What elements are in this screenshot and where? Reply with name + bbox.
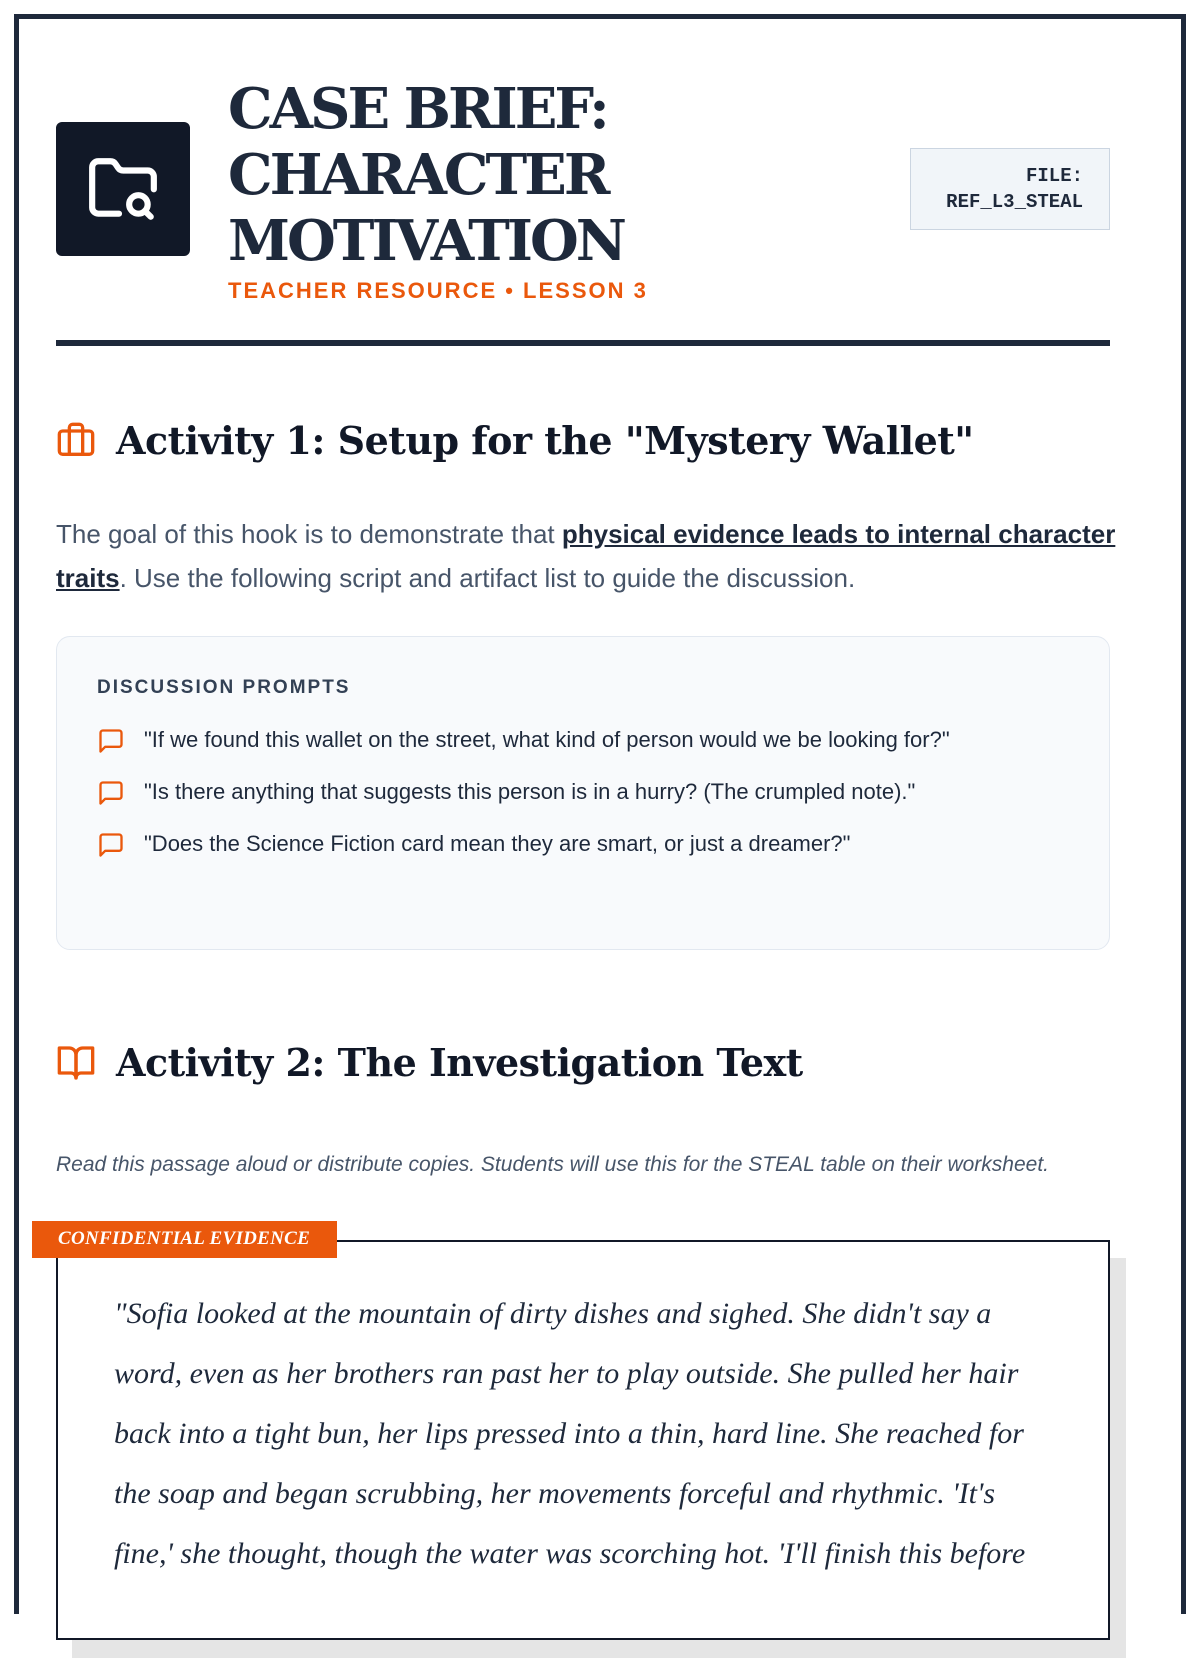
header — [56, 60, 1110, 360]
file-code: REF_L3_STEAL — [946, 191, 1083, 213]
list-item — [97, 723, 1069, 757]
file-label: FILE: — [1025, 165, 1083, 187]
intro-text-start: The goal of this hook is to demonstrate that — [56, 519, 562, 549]
list-item — [97, 775, 1069, 809]
open-book-icon — [56, 1043, 96, 1083]
activity2-instructions: Read this passage aloud or distribute copies. Students will use this for the STEAL table on their worksheet. — [56, 1153, 1049, 1176]
activity1-intro — [56, 512, 1116, 600]
page-subtitle: TEACHER RESOURCE • LESSON 3 — [228, 278, 648, 303]
evidence-passage: "Sofia looked at the mountain of dirty dishes and sighed. She didn't say a word, even as her brothers ran past her to play outside. She pulled her hair back into a tight bun, her lips pressed into a thin, hard line. She reached for the soap and began scrubbing, her movements forceful and rhythmic. 'It's fine,' she thought, though the water was scorching hot. 'I'll finish this before — [114, 1297, 1026, 1570]
activity1-title: Activity 1: Setup for the "Mystery Wallet" — [116, 418, 974, 463]
discussion-prompts-card — [56, 636, 1110, 950]
intro-emphasis: physical evidence leads to internal character traits — [56, 519, 1116, 593]
page-title: CASE BRIEF: CHARACTER MOTIVATION — [228, 76, 624, 274]
activity2-title: Activity 2: The Investigation Text — [116, 1040, 803, 1085]
activity1-heading — [56, 418, 974, 463]
list-item — [97, 827, 1069, 861]
file-badge — [910, 148, 1110, 230]
prompt-text: "Does the Science Fiction card mean they are smart, or just a dreamer?" — [144, 831, 851, 856]
folder-search-icon — [86, 152, 160, 226]
prompt-text: "If we found this wallet on the street, what kind of person would we be looking for?" — [144, 727, 950, 752]
message-square-icon — [97, 727, 125, 755]
activity2-heading — [56, 1040, 803, 1085]
message-square-icon — [97, 831, 125, 859]
discussion-prompts-label: DISCUSSION PROMPTS — [97, 677, 351, 698]
message-square-icon — [97, 779, 125, 807]
header-divider — [56, 340, 1110, 346]
intro-text-end: . Use the following script and artifact list to guide the discussion. — [119, 563, 856, 593]
briefcase-icon — [56, 421, 96, 461]
prompt-text: "Is there anything that suggests this person is in a hurry? (The crumpled note)." — [144, 779, 916, 804]
confidential-evidence-tag: CONFIDENTIAL EVIDENCE — [32, 1221, 337, 1258]
logo — [56, 122, 190, 256]
evidence-box — [56, 1240, 1110, 1640]
